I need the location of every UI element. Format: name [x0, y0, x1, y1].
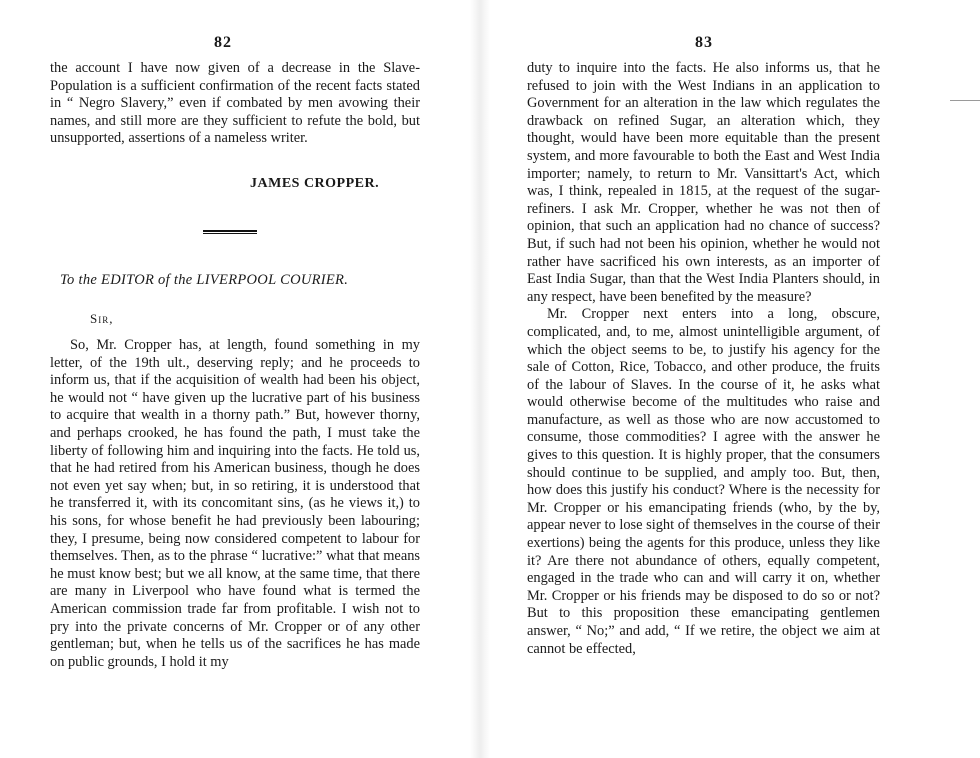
left-top-paragraph — [50, 60, 420, 148]
left-body-paragraph — [50, 337, 420, 671]
left-top-text: the account I have now given of a decrease in the Slave-Population is a sufficient confirmation of the recent facts stated in “ Negro Slavery,” even if combated by men avowing their names, and still more are they sufficient to refute the bold, but unsupported, assertions of a nameless writer. — [50, 60, 420, 147]
left-page — [0, 0, 470, 758]
book-gutter — [470, 0, 490, 758]
left-body-text: So, Mr. Cropper has, at length, found something in my letter, of the 19th ult., deserving reply; and he proceeds to inform us, that if the acquisition of wealth had been his object, he would not “ have given up the lucrative part of his business to acquire that wealth in a thorny path.” But, however thorny, and perhaps crooked, he has found the path, I must take the liberty of following him and inquiring into the facts. He told us, that he had retired from his American business, though he does not even yet say when; but, in so retiring, it is understood that he transferred it, with its concomitant sins, (as he views it,) to his sons, for whose benefit he had previously been labouring; they, I presume, being now considered competent to labour for themselves. Then, as to the phrase “ lucrative:” what that means he must know best; but we all know, at the same time, that there are many in Liverpool who have found what is termed the American commission trade far from profitable. I wish not to pry into the private concerns of Mr. Cropper or of any other gentleman; but, when he tells us of the sacrifices he has made on public grounds, I hold it my — [50, 337, 420, 670]
right-page-number: 83 — [695, 34, 713, 51]
right-paragraph-2: Mr. Cropper next enters into a long, obscure, complicated, and, to me, almost unintelligible argument, of which the object seems to be, to justify his agency for the sale of Cotton, Rice, Tobacco, and other produce, the fruits of the labour of Slaves. In the course of it, he asks what would otherwise become of the multitudes who raise and manufacture, as well as those who are now accustomed to consume, those commodities? I agree with the answer he gives to this question. It is highly proper, that the consumers should continue to be supplied, and amply too. But, then, how does this justify his conduct? Where is the necessity for Mr. Cropper or his emancipating friends (who, by the by, appear never to lose sight of themselves in the course of their exertions) being the agents for this produce, unless they like it? Are there not abundance of others, equally competent, engaged in the trade who can and will carry it on, whether Mr. Cropper or his friends may be disposed to do so or not? But to this proposition these emancipating gentlemen answer, “ No;” and add, “ If we retire, the object we aim at cannot be effected, — [527, 306, 880, 657]
bleed-through-line — [950, 100, 980, 101]
right-text-block — [527, 60, 880, 658]
salutation: Sir, — [90, 311, 114, 326]
letter-heading: To the EDITOR of the LIVERPOOL COURIER. — [60, 272, 349, 288]
section-divider — [203, 230, 257, 234]
right-paragraph-1: duty to inquire into the facts. He also informs us, that he refused to join with the West Indians in an application to Government for an alteration in the law which regulates the drawback on refined Sugar, an alteration which, they thought, would have been more equitable than the present system, and more favourable to both the East and West India importer; namely, to return to Mr. Vansittart's Act, which was, I think, repealed in 1815, at the request of the sugar-refiners. I ask Mr. Cropper, whether he was not then of opinion, that such an application had no chance of success? But, if such had not been his opinion, whether he would not rather have sacrificed his own interests, as an importer of East India Sugar, than that the West India Planters should, in any respect, have been benefited by the measure? — [527, 60, 880, 305]
signature: JAMES CROPPER. — [250, 176, 380, 191]
right-page — [490, 0, 980, 758]
left-page-number: 82 — [214, 34, 232, 51]
